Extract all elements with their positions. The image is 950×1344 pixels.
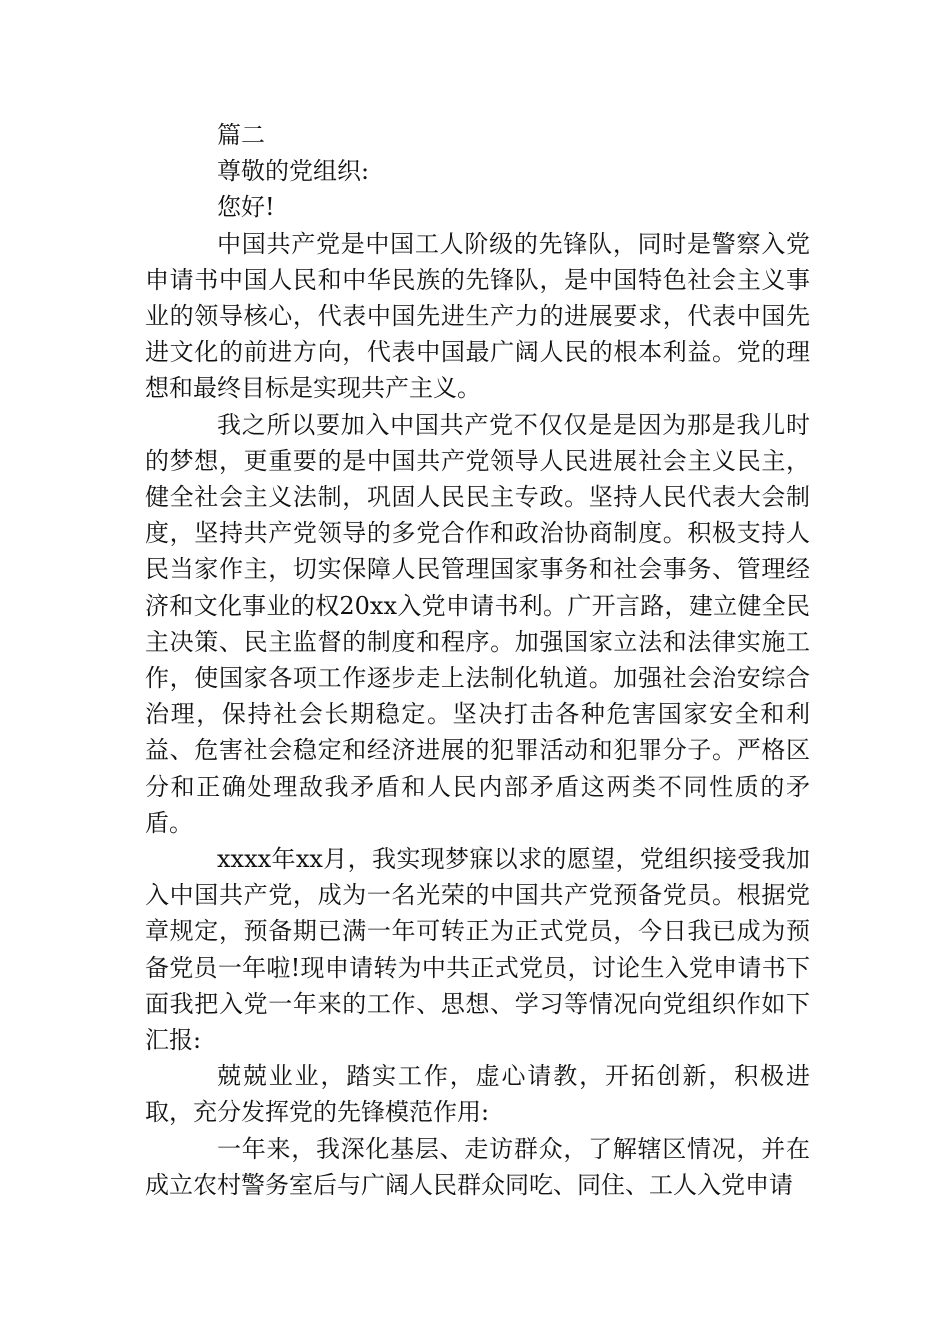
salutation: 尊敬的党组织: [217,157,370,186]
section-heading: 篇二 [217,121,265,149]
document-body [145,117,810,1203]
body-paragraph: 中国共产党是中国工人阶级的先锋队，同时是警察入党申请书中国人民和中华民族的先锋队，是中国特色社会主义事业的领导核心，代表中国先进生产力的进展要求，代表中国先进文化的前进方向，代表中国最广阔人民的根本利益。党的理想和最终目标是实现共产主义。 [145,229,810,403]
body-paragraph: xxxx年xx月，我实现梦寐以求的愿望，党组织接受我加入中国共产党，成为一名光荣的中国共产党预备党员。根据党章规定，预备期已满一年可转正为正式党员，今日我已成为预备党员一年啦!现申请转为中共正式党员，讨论生入党申请书下面我把入党一年来的工作、思想、学习等情况向党组织作如下汇报: [145,845,810,1055]
body-paragraph: 我之所以要加入中国共产党不仅仅是是因为那是我儿时的梦想，更重要的是中国共产党领导人民进展社会主义民主，健全社会主义法制，巩固人民民主专政。坚持人民代表大会制度，坚持共产党领导的多党合作和政治协商制度。积极支持人民当家作主，切实保障人民管理国家事务和社会事务、管理经济和文化事业的权20xx入党申请书利。广开言路，建立健全民主决策、民主监督的制度和程序。加强国家立法和法律实施工作，使国家各项工作逐步走上法制化轨道。加强社会治安综合治理，保持社会长期稳定。坚决打击各种危害国家安全和利益、危害社会稳定和经济进展的犯罪活动和犯罪分子。严格区分和正确处理敌我矛盾和人民内部矛盾这两类不同性质的矛盾。 [145,410,810,837]
body-paragraph: 一年来，我深化基层、走访群众，了解辖区情况，并在成立农村警务室后与广阔人民群众同吃、同住、工人入党申请 [145,1134,810,1199]
body-paragraph: 兢兢业业，踏实工作，虚心请教，开拓创新，积极进取，充分发挥党的先锋模范作用: [145,1062,810,1127]
greeting: 您好! [217,193,275,222]
